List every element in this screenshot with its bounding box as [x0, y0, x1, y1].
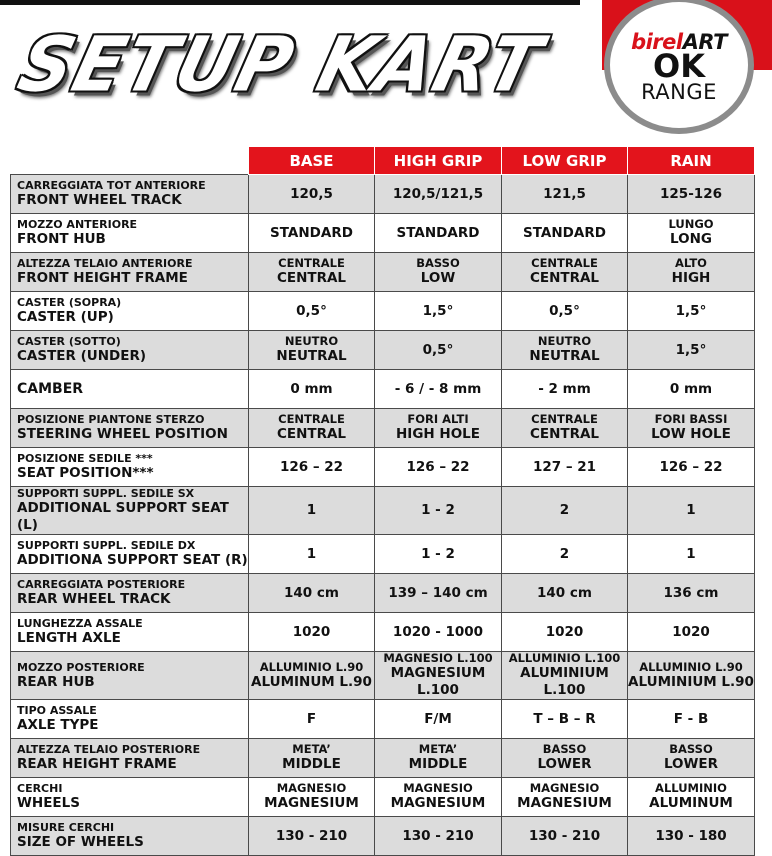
- row-label-english: ADDITIONAL SUPPORT SEAT (L): [17, 500, 229, 533]
- row-label-italian: CARREGGIATA TOT ANTERIORE: [17, 179, 206, 192]
- table-row: [11, 214, 755, 253]
- logo-range-text: RANGE: [641, 80, 717, 104]
- cell-value: 0,5°: [296, 302, 327, 319]
- top-black-bar: [0, 0, 580, 5]
- table-row: [11, 652, 755, 700]
- cell-value-italian: MAGNESIO: [529, 781, 600, 795]
- value-cell-rain: [628, 700, 755, 739]
- table-row: [11, 700, 755, 739]
- value-cell-high-grip: [375, 778, 502, 817]
- value-cell-rain: [628, 175, 755, 214]
- value-cell-rain: [628, 331, 755, 370]
- value-cell-rain: [628, 370, 755, 409]
- table-row: [11, 448, 755, 487]
- cell-value: 0,5°: [549, 302, 580, 319]
- cell-value-italian: BASSO: [669, 742, 713, 756]
- cell-value: - 6 / - 8 mm: [394, 380, 482, 397]
- cell-value: 127 – 21: [532, 458, 597, 475]
- row-label-english: FRONT HEIGHT FRAME: [17, 270, 188, 286]
- table-row: [11, 739, 755, 778]
- value-cell-low-grip: [502, 370, 628, 409]
- row-label: [11, 739, 249, 778]
- row-label-italian: CARREGGIATA POSTERIORE: [17, 578, 186, 591]
- cell-value-italian: ALLUMINIO L.90: [259, 659, 364, 674]
- cell-value: F: [306, 710, 317, 727]
- cell-value: 0,5°: [422, 341, 454, 358]
- cell-value-italian: NEUTRO: [284, 334, 339, 348]
- table-row: [11, 331, 755, 370]
- value-cell-rain: [628, 535, 755, 574]
- cell-value-italian: FORI BASSI: [654, 412, 728, 426]
- value-cell-base: [249, 214, 375, 253]
- row-label-english: CASTER (UP): [17, 309, 114, 325]
- cell-value-english: MAGNESIUM: [517, 795, 612, 811]
- cell-value: 0 mm: [669, 380, 713, 397]
- value-cell-low-grip: [502, 700, 628, 739]
- value-cell-low-grip: [502, 448, 628, 487]
- value-cell-high-grip: [375, 214, 502, 253]
- cell-value: 130 - 210: [528, 827, 601, 844]
- value-cell-high-grip: [375, 817, 502, 856]
- value-cell-base: [249, 574, 375, 613]
- logo-ok-text: OK: [653, 47, 705, 85]
- cell-value: 1: [686, 545, 696, 562]
- value-cell-rain: [628, 214, 755, 253]
- cell-value: STANDARD: [523, 224, 606, 241]
- value-cell-base: [249, 778, 375, 817]
- table-row: [11, 175, 755, 214]
- row-label-italian: CASTER (SOPRA): [17, 296, 122, 309]
- cell-value-english: ALUMINIUM L.90: [628, 673, 754, 690]
- row-label-italian: ALTEZZA TELAIO ANTERIORE: [17, 257, 193, 270]
- cell-value-english: LOWER: [537, 756, 592, 772]
- cell-value-english: CENTRAL: [529, 270, 600, 286]
- row-label: [11, 613, 249, 652]
- row-label-italian: POSIZIONE PIANTONE STERZO: [17, 413, 205, 426]
- value-cell-low-grip: [502, 292, 628, 331]
- cell-value-english: HIGH HOLE: [396, 426, 480, 442]
- row-label-italian: ALTEZZA TELAIO POSTERIORE: [17, 743, 201, 756]
- row-label: [11, 817, 249, 856]
- column-header-rain: RAIN: [628, 147, 755, 175]
- cell-value: 1,5°: [675, 341, 707, 358]
- row-label: [11, 253, 249, 292]
- cell-value: T – B – R: [533, 710, 596, 727]
- value-cell-low-grip: [502, 778, 628, 817]
- row-label: [11, 535, 249, 574]
- cell-value: 2: [559, 545, 570, 562]
- row-label-english: SEAT POSITION***: [17, 465, 154, 481]
- cell-value: 1: [306, 502, 317, 518]
- cell-value-italian: CENTRALE: [278, 412, 345, 426]
- cell-value-italian: CENTRALE: [531, 412, 598, 426]
- cell-value-italian: MAGNESIO: [403, 781, 473, 795]
- cell-value: 125-126: [660, 185, 722, 202]
- cell-value-italian: CENTRALE: [531, 256, 598, 270]
- cell-value: STANDARD: [270, 224, 353, 241]
- value-cell-base: [249, 175, 375, 214]
- table-row: [11, 370, 755, 409]
- value-cell-high-grip: [375, 613, 502, 652]
- setup-table: [10, 146, 755, 856]
- row-label: [11, 331, 249, 370]
- value-cell-base: [249, 292, 375, 331]
- cell-value: 120,5: [290, 185, 333, 202]
- cell-value: 1,5°: [675, 302, 707, 319]
- row-label-english: CASTER (UNDER): [17, 348, 147, 364]
- cell-value-italian: CENTRALE: [278, 256, 345, 270]
- table-row: [11, 409, 755, 448]
- value-cell-rain: [628, 613, 755, 652]
- cell-value: 1 - 2: [421, 502, 455, 518]
- value-cell-rain: [628, 253, 755, 292]
- row-label-italian: LUNGHEZZA ASSALE: [17, 617, 143, 630]
- cell-value-english: MAGNESIUM L.100: [390, 665, 486, 698]
- cell-value: 120,5/121,5: [392, 185, 484, 202]
- cell-value-italian: ALLUMINIO L.90: [639, 659, 743, 674]
- cell-value-english: ALUMINUM L.90: [251, 673, 372, 690]
- table-row: [11, 613, 755, 652]
- cell-value-italian: ALTO: [675, 256, 707, 270]
- cell-value: 126 – 22: [659, 458, 723, 475]
- row-label: [11, 292, 249, 331]
- value-cell-low-grip: [502, 487, 628, 535]
- cell-value-italian: BASSO: [416, 256, 460, 270]
- row-label-italian: SUPPORTI SUPPL. SEDILE SX: [17, 487, 195, 500]
- row-label: [11, 370, 249, 409]
- row-label-italian: MOZZO POSTERIORE: [17, 660, 145, 674]
- cell-value: 136 cm: [663, 584, 719, 601]
- row-label: [11, 214, 249, 253]
- value-cell-rain: [628, 448, 755, 487]
- row-label-italian: SUPPORTI SUPPL. SEDILE DX: [17, 539, 196, 552]
- value-cell-high-grip: [375, 487, 502, 535]
- header-blank-cell: [11, 147, 249, 175]
- value-cell-rain: [628, 574, 755, 613]
- value-cell-high-grip: [375, 370, 502, 409]
- value-cell-low-grip: [502, 535, 628, 574]
- cell-value: 139 – 140 cm: [388, 584, 488, 601]
- row-label-english: STEERING WHEEL POSITION: [17, 426, 228, 442]
- row-label: [11, 487, 249, 535]
- row-label-english: WHEELS: [17, 795, 80, 811]
- cell-value-italian: NEUTRO: [537, 334, 592, 348]
- cell-value: 126 – 22: [406, 458, 470, 475]
- value-cell-high-grip: [375, 739, 502, 778]
- value-cell-rain: [628, 778, 755, 817]
- table-row: [11, 535, 755, 574]
- value-cell-low-grip: [502, 574, 628, 613]
- cell-value: 130 - 210: [275, 827, 348, 844]
- value-cell-base: [249, 700, 375, 739]
- cell-value-italian: META’: [292, 742, 331, 756]
- cell-value: 1020: [672, 623, 710, 640]
- value-cell-high-grip: [375, 535, 502, 574]
- row-label-english: REAR WHEEL TRACK: [17, 591, 171, 607]
- value-cell-base: [249, 817, 375, 856]
- table-header-row: [11, 147, 755, 175]
- table-row: [11, 778, 755, 817]
- value-cell-base: [249, 370, 375, 409]
- value-cell-low-grip: [502, 214, 628, 253]
- cell-value-italian: META’: [418, 742, 458, 756]
- cell-value-english: HIGH: [671, 270, 711, 286]
- cell-value-english: MAGNESIUM: [264, 795, 359, 811]
- value-cell-high-grip: [375, 175, 502, 214]
- cell-value-english: CENTRAL: [276, 270, 347, 286]
- row-label: [11, 652, 249, 700]
- birelart-ok-range-logo: [604, 0, 754, 134]
- row-label: [11, 700, 249, 739]
- table-row: [11, 487, 755, 535]
- cell-value-english: MIDDLE: [282, 756, 341, 772]
- cell-value-english: LOW: [420, 270, 456, 286]
- row-label: [11, 574, 249, 613]
- row-label: [11, 409, 249, 448]
- value-cell-high-grip: [375, 253, 502, 292]
- value-cell-low-grip: [502, 613, 628, 652]
- value-cell-base: [249, 535, 375, 574]
- cell-value-italian: FORI ALTI: [407, 412, 469, 426]
- row-label-english: ADDITIONA SUPPORT SEAT (R): [17, 552, 248, 568]
- value-cell-base: [249, 652, 375, 700]
- table-row: [11, 253, 755, 292]
- value-cell-base: [249, 253, 375, 292]
- cell-value-english: NEUTRAL: [276, 348, 347, 364]
- value-cell-base: [249, 409, 375, 448]
- value-cell-base: [249, 331, 375, 370]
- cell-value: F/M: [424, 710, 452, 727]
- cell-value: 1020: [292, 623, 331, 640]
- row-label-italian: MISURE CERCHI: [17, 821, 115, 834]
- cell-value-english: ALUMINIUM L.100: [520, 665, 609, 698]
- cell-value-italian: MAGNESIO: [276, 781, 347, 795]
- logo-brand-birel: birel: [631, 30, 683, 54]
- row-label-italian: CERCHI: [17, 782, 63, 795]
- row-label-italian: TIPO ASSALE: [17, 704, 97, 717]
- row-label-english: LENGTH AXLE: [17, 630, 121, 646]
- cell-value-italian: ALLUMINIO: [655, 781, 727, 795]
- value-cell-rain: [628, 292, 755, 331]
- value-cell-base: [249, 487, 375, 535]
- value-cell-base: [249, 448, 375, 487]
- value-cell-high-grip: [375, 292, 502, 331]
- row-label: [11, 448, 249, 487]
- value-cell-high-grip: [375, 409, 502, 448]
- value-cell-low-grip: [502, 817, 628, 856]
- value-cell-high-grip: [375, 652, 502, 700]
- row-label: [11, 778, 249, 817]
- row-label-english: AXLE TYPE: [17, 717, 99, 733]
- value-cell-base: [249, 613, 375, 652]
- value-cell-rain: [628, 487, 755, 535]
- row-label-italian: POSIZIONE SEDILE ***: [17, 452, 153, 465]
- cell-value: 1: [306, 545, 317, 562]
- table-row: [11, 292, 755, 331]
- cell-value: F - B: [673, 710, 709, 727]
- table-row: [11, 574, 755, 613]
- row-label-english: FRONT HUB: [17, 231, 106, 247]
- row-label: [11, 175, 249, 214]
- column-header-base: BASE: [249, 147, 375, 175]
- value-cell-high-grip: [375, 700, 502, 739]
- cell-value-english: LOW HOLE: [651, 426, 731, 442]
- cell-value: 140 cm: [284, 584, 339, 601]
- value-cell-rain: [628, 652, 755, 700]
- cell-value: STANDARD: [396, 224, 480, 241]
- cell-value: 130 - 180: [655, 827, 727, 844]
- row-label-italian: CASTER (SOTTO): [17, 335, 121, 348]
- value-cell-low-grip: [502, 652, 628, 700]
- cell-value: 121,5: [543, 185, 586, 202]
- cell-value: 130 - 210: [402, 827, 474, 844]
- row-label-english: FRONT WHEEL TRACK: [17, 192, 182, 208]
- cell-value: 1020: [545, 623, 584, 640]
- cell-value: - 2 mm: [538, 380, 591, 397]
- value-cell-low-grip: [502, 409, 628, 448]
- value-cell-high-grip: [375, 448, 502, 487]
- row-label-italian: MOZZO ANTERIORE: [17, 218, 138, 231]
- value-cell-base: [249, 739, 375, 778]
- page-title: SETUP KART: [10, 20, 552, 109]
- cell-value: 140 cm: [537, 584, 592, 601]
- cell-value-english: NEUTRAL: [529, 348, 600, 364]
- value-cell-rain: [628, 817, 755, 856]
- table-body: [11, 175, 755, 856]
- cell-value: 1,5°: [422, 302, 454, 319]
- value-cell-rain: [628, 739, 755, 778]
- cell-value-english: MAGNESIUM: [390, 795, 486, 811]
- row-label-english: REAR HUB: [17, 673, 95, 690]
- cell-value-italian: ALLUMINIO L.100: [508, 651, 621, 665]
- cell-value: 0 mm: [290, 380, 333, 397]
- row-label-english: CAMBER: [17, 380, 84, 397]
- table-row: [11, 817, 755, 856]
- cell-value-english: LOWER: [663, 756, 719, 772]
- value-cell-high-grip: [375, 574, 502, 613]
- column-header-low-grip: LOW GRIP: [502, 147, 628, 175]
- cell-value: 1 - 2: [421, 545, 455, 562]
- column-header-high-grip: HIGH GRIP: [375, 147, 502, 175]
- cell-value: 2: [559, 502, 570, 518]
- logo-brand-art: ART: [682, 30, 727, 54]
- cell-value-english: LONG: [670, 231, 712, 247]
- cell-value-italian: LUNGO: [668, 217, 714, 231]
- cell-value: 1: [686, 502, 696, 518]
- cell-value: 1020 - 1000: [392, 623, 484, 640]
- cell-value-italian: BASSO: [542, 742, 587, 756]
- value-cell-low-grip: [502, 253, 628, 292]
- cell-value-english: CENTRAL: [276, 426, 347, 442]
- cell-value-english: MIDDLE: [408, 756, 468, 772]
- value-cell-high-grip: [375, 331, 502, 370]
- row-label-english: SIZE OF WHEELS: [17, 834, 144, 850]
- value-cell-rain: [628, 409, 755, 448]
- row-label-english: REAR HEIGHT FRAME: [17, 756, 177, 772]
- value-cell-low-grip: [502, 739, 628, 778]
- cell-value-italian: MAGNESIO L.100: [383, 651, 493, 665]
- value-cell-low-grip: [502, 175, 628, 214]
- cell-value-english: ALUMINUM: [649, 795, 733, 811]
- cell-value: 126 – 22: [279, 458, 344, 475]
- value-cell-low-grip: [502, 331, 628, 370]
- cell-value-english: CENTRAL: [529, 426, 600, 442]
